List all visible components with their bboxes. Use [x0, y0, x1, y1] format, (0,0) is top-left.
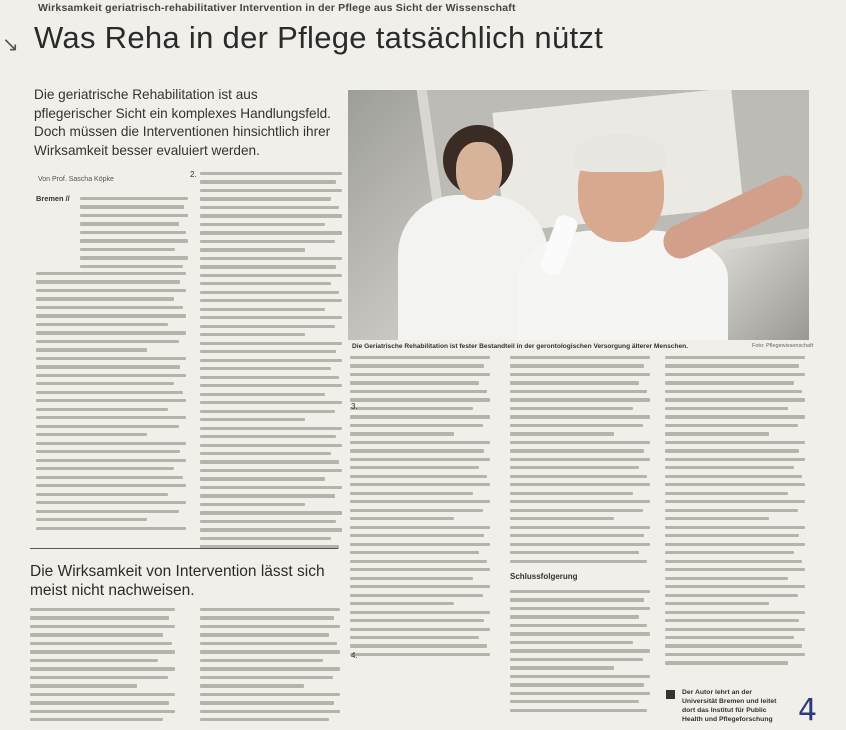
- text-line: [200, 701, 334, 704]
- text-line: [36, 459, 186, 462]
- text-line: [36, 399, 186, 402]
- text-line: [80, 231, 186, 234]
- text-line: [665, 407, 788, 410]
- text-line: [510, 424, 643, 427]
- text-line: [665, 619, 799, 622]
- text-line: [350, 449, 484, 452]
- text-line: [36, 467, 174, 470]
- text-line: [36, 374, 186, 377]
- text-line: [665, 568, 805, 571]
- text-line: [665, 483, 805, 486]
- patient-hair: [574, 134, 666, 172]
- text-line: [200, 444, 342, 447]
- text-line: [510, 641, 633, 644]
- text-line: [36, 323, 168, 326]
- text-line: [510, 517, 614, 520]
- text-line: [350, 398, 490, 401]
- body-column-2: [200, 172, 342, 554]
- text-line: [36, 484, 186, 487]
- text-line: [510, 632, 650, 635]
- text-line: [200, 452, 331, 455]
- text-line: [36, 518, 147, 521]
- text-line: [510, 449, 644, 452]
- text-line: [36, 510, 179, 513]
- text-line: [510, 543, 650, 546]
- text-line: [510, 692, 650, 695]
- text-line: [200, 511, 342, 514]
- author-bullet-icon: [666, 690, 675, 699]
- text-line: [665, 526, 805, 529]
- text-line: [200, 659, 323, 662]
- text-line: [200, 616, 334, 619]
- text-line: [200, 325, 335, 328]
- text-line: [510, 607, 650, 610]
- text-line: [200, 342, 342, 345]
- text-line: [80, 205, 184, 208]
- text-line: [200, 625, 340, 628]
- text-line: [510, 526, 650, 529]
- text-line: [665, 509, 798, 512]
- text-line: [30, 650, 175, 653]
- num-3: 3.: [351, 402, 358, 411]
- text-line: [510, 356, 650, 359]
- text-line: [350, 500, 490, 503]
- text-line: [350, 568, 490, 571]
- box-rule: [30, 548, 338, 549]
- text-line: [350, 509, 483, 512]
- text-line: [665, 577, 788, 580]
- text-line: [200, 633, 329, 636]
- text-line: [510, 475, 647, 478]
- text-line: [665, 373, 805, 376]
- text-line: [510, 675, 650, 678]
- text-line: [510, 390, 647, 393]
- text-line: [200, 642, 337, 645]
- text-line: [350, 636, 479, 639]
- text-line: [200, 291, 339, 294]
- photo-credit: Foto: Pflegewissenschaft: [752, 343, 814, 349]
- text-line: [665, 628, 805, 631]
- text-line: [36, 340, 179, 343]
- text-line: [665, 644, 802, 647]
- text-line: [36, 280, 180, 283]
- text-line: [30, 710, 175, 713]
- text-line: [665, 415, 805, 418]
- text-line: [36, 297, 174, 300]
- text-line: [36, 357, 186, 360]
- body-column-4b: [510, 590, 650, 717]
- text-line: [36, 382, 174, 385]
- text-line: [665, 424, 798, 427]
- text-line: [200, 401, 342, 404]
- text-line: [665, 517, 769, 520]
- text-line: [350, 458, 490, 461]
- text-line: [36, 391, 183, 394]
- text-line: [510, 458, 650, 461]
- text-line: [36, 442, 186, 445]
- text-line: [200, 197, 331, 200]
- body-column-5: [665, 356, 805, 670]
- text-line: [665, 364, 799, 367]
- text-line: [510, 683, 644, 686]
- text-line: [350, 526, 490, 529]
- text-line: [36, 527, 186, 530]
- text-line: [200, 427, 342, 430]
- text-line: [510, 509, 643, 512]
- text-line: [510, 615, 639, 618]
- text-line: [36, 272, 186, 275]
- text-line: [200, 265, 336, 268]
- text-line: [200, 231, 342, 234]
- text-line: [200, 384, 342, 387]
- headline: Was Reha in der Pflege tatsächlich nützt: [34, 20, 604, 55]
- photo: [348, 90, 809, 340]
- text-line: [200, 376, 339, 379]
- text-line: [510, 441, 650, 444]
- text-line: [665, 466, 794, 469]
- text-line: [510, 483, 650, 486]
- handwritten-page-number: 4: [798, 693, 818, 728]
- body-column-1-full: [36, 272, 186, 535]
- text-line: [30, 616, 169, 619]
- text-line: [350, 644, 487, 647]
- text-line: [36, 408, 168, 411]
- text-line: [350, 602, 454, 605]
- text-line: [80, 197, 188, 200]
- text-line: [80, 256, 188, 259]
- text-line: [350, 560, 487, 563]
- text-line: [200, 667, 340, 670]
- text-line: [665, 534, 799, 537]
- text-line: [350, 577, 473, 580]
- text-line: [510, 598, 644, 601]
- text-line: [36, 450, 180, 453]
- text-line: [350, 483, 490, 486]
- text-line: [350, 543, 490, 546]
- text-line: [200, 240, 335, 243]
- photo-caption: Die Geriatrische Rehabilitation ist fester Bestandteil in der gerontologischen Versorgung älterer Menschen.: [352, 343, 688, 350]
- text-line: [665, 475, 802, 478]
- text-line: [36, 365, 180, 368]
- text-line: [36, 331, 186, 334]
- text-line: [350, 466, 479, 469]
- lead-paragraph: Die geriatrische Rehabilitation ist aus pflegerischer Sicht ein komplexes Handlungsfeld. Doch müssen die Interventionen hinsichtlich ihrer Wirksamkeit besser evaluiert werden.: [34, 87, 331, 158]
- text-line: [350, 364, 484, 367]
- text-line: [200, 393, 325, 396]
- text-line: [665, 543, 805, 546]
- text-line: [200, 435, 336, 438]
- text-line: [36, 501, 186, 504]
- text-line: [200, 494, 335, 497]
- text-line: [200, 189, 342, 192]
- text-line: [665, 611, 805, 614]
- text-line: [80, 239, 188, 242]
- pen-mark-icon: ↘: [2, 32, 19, 56]
- text-line: [30, 659, 158, 662]
- byline: Von Prof. Sascha Köpke: [38, 176, 114, 183]
- text-line: [200, 676, 333, 679]
- text-line: [30, 693, 175, 696]
- text-line: [665, 449, 799, 452]
- text-line: [665, 500, 805, 503]
- num-4: 4.: [351, 651, 358, 660]
- text-line: [200, 650, 340, 653]
- text-line: [200, 248, 305, 251]
- body-column-1: [80, 197, 188, 273]
- text-line: [36, 348, 147, 351]
- text-line: [30, 684, 137, 687]
- text-line: [36, 306, 183, 309]
- text-line: [200, 206, 339, 209]
- text-line: [200, 528, 342, 531]
- text-line: [665, 356, 805, 359]
- text-line: [665, 585, 805, 588]
- text-line: [510, 649, 650, 652]
- text-line: [30, 667, 175, 670]
- text-line: [30, 676, 168, 679]
- text-line: [665, 398, 805, 401]
- text-line: [350, 619, 484, 622]
- text-line: [200, 486, 342, 489]
- text-line: [665, 594, 798, 597]
- text-line: [200, 520, 336, 523]
- text-line: [350, 441, 490, 444]
- author-note: Der Autor lehrt an der Universität Bremen und leitet dort das Institut für Public Health und Pflegeforschung: [682, 689, 777, 723]
- text-line: [350, 356, 490, 359]
- text-line: [200, 469, 342, 472]
- text-line: [510, 624, 647, 627]
- text-line: [510, 709, 647, 712]
- text-line: [350, 381, 479, 384]
- body-column-4: [510, 356, 650, 568]
- text-line: [36, 416, 186, 419]
- text-line: [665, 390, 802, 393]
- lede-start: Bremen //: [36, 194, 70, 203]
- text-line: [200, 608, 340, 611]
- text-line: [510, 492, 633, 495]
- text-line: [350, 492, 473, 495]
- section-heading: Schlussfolgerung: [510, 572, 578, 581]
- text-line: [510, 551, 639, 554]
- text-line: [30, 718, 163, 721]
- body-column-3: [350, 356, 490, 661]
- text-line: [510, 700, 639, 703]
- text-line: [350, 475, 487, 478]
- text-line: [665, 661, 788, 664]
- text-line: [200, 172, 342, 175]
- text-line: [350, 585, 490, 588]
- text-line: [200, 693, 340, 696]
- text-line: [200, 477, 325, 480]
- text-line: [510, 432, 614, 435]
- text-line: [350, 390, 487, 393]
- text-line: [665, 441, 805, 444]
- text-line: [200, 180, 336, 183]
- text-line: [200, 410, 335, 413]
- text-line: [510, 658, 643, 661]
- text-line: [200, 718, 329, 721]
- text-line: [80, 265, 183, 268]
- text-line: [200, 223, 325, 226]
- text-line: [350, 611, 490, 614]
- text-line: [665, 432, 769, 435]
- text-line: [200, 257, 342, 260]
- text-line: [665, 602, 769, 605]
- text-line: [80, 248, 175, 251]
- text-line: [200, 333, 305, 336]
- text-line: [200, 684, 304, 687]
- text-line: [510, 560, 647, 563]
- text-line: [36, 314, 186, 317]
- text-line: [510, 534, 644, 537]
- text-line: [200, 350, 336, 353]
- box-column-1: [30, 608, 175, 727]
- text-line: [350, 424, 483, 427]
- text-line: [36, 433, 147, 436]
- text-line: [350, 373, 490, 376]
- box-subhead: Die Wirksamkeit von Intervention lässt sich meist nicht nachweisen.: [30, 563, 325, 599]
- text-line: [350, 628, 490, 631]
- text-line: [200, 460, 339, 463]
- text-line: [200, 710, 340, 713]
- text-line: [350, 551, 479, 554]
- text-line: [200, 308, 325, 311]
- text-line: [200, 274, 342, 277]
- text-line: [200, 214, 342, 217]
- text-line: [200, 367, 331, 370]
- text-line: [510, 364, 644, 367]
- text-line: [80, 214, 188, 217]
- text-line: [510, 381, 639, 384]
- text-line: [510, 407, 633, 410]
- text-line: [665, 492, 788, 495]
- text-line: [665, 560, 802, 563]
- text-line: [200, 418, 305, 421]
- text-line: [200, 282, 331, 285]
- text-line: [200, 537, 331, 540]
- text-line: [36, 425, 179, 428]
- text-line: [80, 222, 179, 225]
- text-line: [350, 594, 483, 597]
- text-line: [36, 493, 168, 496]
- text-line: [30, 701, 169, 704]
- text-line: [510, 590, 650, 593]
- text-line: [350, 653, 490, 656]
- num-2: 2.: [190, 170, 197, 179]
- text-line: [36, 476, 183, 479]
- text-line: [510, 500, 650, 503]
- text-line: [350, 534, 484, 537]
- kicker: Wirksamkeit geriatrisch-rehabilitativer Intervention in der Pflege aus Sicht der Wissenschaft: [38, 2, 516, 14]
- text-line: [510, 373, 650, 376]
- text-line: [350, 407, 473, 410]
- text-line: [200, 359, 342, 362]
- text-line: [665, 381, 794, 384]
- text-line: [350, 432, 454, 435]
- text-line: [36, 289, 186, 292]
- text-line: [665, 551, 794, 554]
- text-line: [200, 316, 342, 319]
- text-line: [665, 458, 805, 461]
- text-line: [30, 633, 163, 636]
- text-line: [350, 517, 454, 520]
- box-column-2: [200, 608, 340, 727]
- text-line: [350, 415, 490, 418]
- text-line: [510, 398, 650, 401]
- nurse-face: [456, 142, 502, 200]
- text-line: [510, 466, 639, 469]
- text-line: [200, 503, 305, 506]
- text-line: [510, 415, 650, 418]
- text-line: [200, 299, 342, 302]
- text-line: [30, 642, 172, 645]
- text-line: [665, 636, 794, 639]
- text-line: [30, 625, 175, 628]
- text-line: [30, 608, 175, 611]
- text-line: [665, 653, 805, 656]
- text-line: [510, 666, 614, 669]
